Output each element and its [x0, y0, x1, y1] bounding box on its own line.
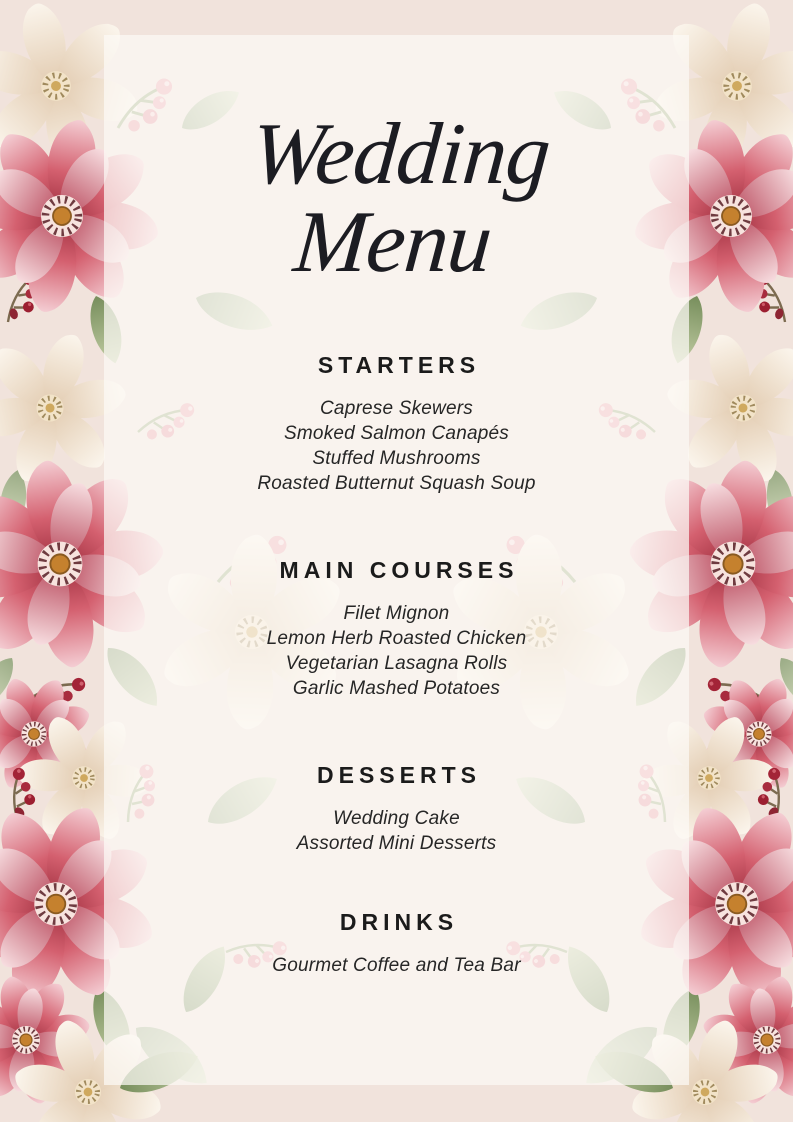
section-heading: DRINKS: [339, 909, 459, 935]
menu-item: Filet Mignon: [343, 603, 450, 624]
title-line-menu: Menu: [290, 194, 496, 291]
section-heading: MAIN COURSES: [279, 557, 519, 583]
menu-section: [104, 553, 689, 701]
menu-section: [104, 758, 689, 856]
section-heading: STARTERS: [317, 352, 481, 378]
menu-item: Vegetarian Lasagna Rolls: [285, 653, 508, 674]
menu-title: [96, 106, 696, 291]
section-heading: DESSERTS: [317, 762, 481, 788]
menu-item: Assorted Mini Desserts: [296, 833, 497, 854]
section-items: [104, 953, 689, 978]
section-items: [104, 601, 689, 701]
menu-item: Roasted Butternut Squash Soup: [257, 473, 536, 494]
section-items: [104, 396, 689, 496]
menu-section: [104, 348, 689, 496]
menu-item: Caprese Skewers: [320, 398, 473, 419]
menu-section: [104, 905, 689, 978]
menu-item: Lemon Herb Roasted Chicken: [266, 628, 527, 649]
menu-item: Gourmet Coffee and Tea Bar: [272, 955, 521, 976]
section-items: [104, 806, 689, 856]
title-line-wedding: Wedding: [247, 106, 554, 203]
menu-item: Garlic Mashed Potatoes: [292, 678, 501, 699]
menu-item: Smoked Salmon Canapés: [284, 423, 509, 444]
menu-item: Stuffed Mushrooms: [312, 448, 481, 469]
menu-item: Wedding Cake: [333, 808, 460, 829]
menu-card: [104, 35, 689, 1085]
